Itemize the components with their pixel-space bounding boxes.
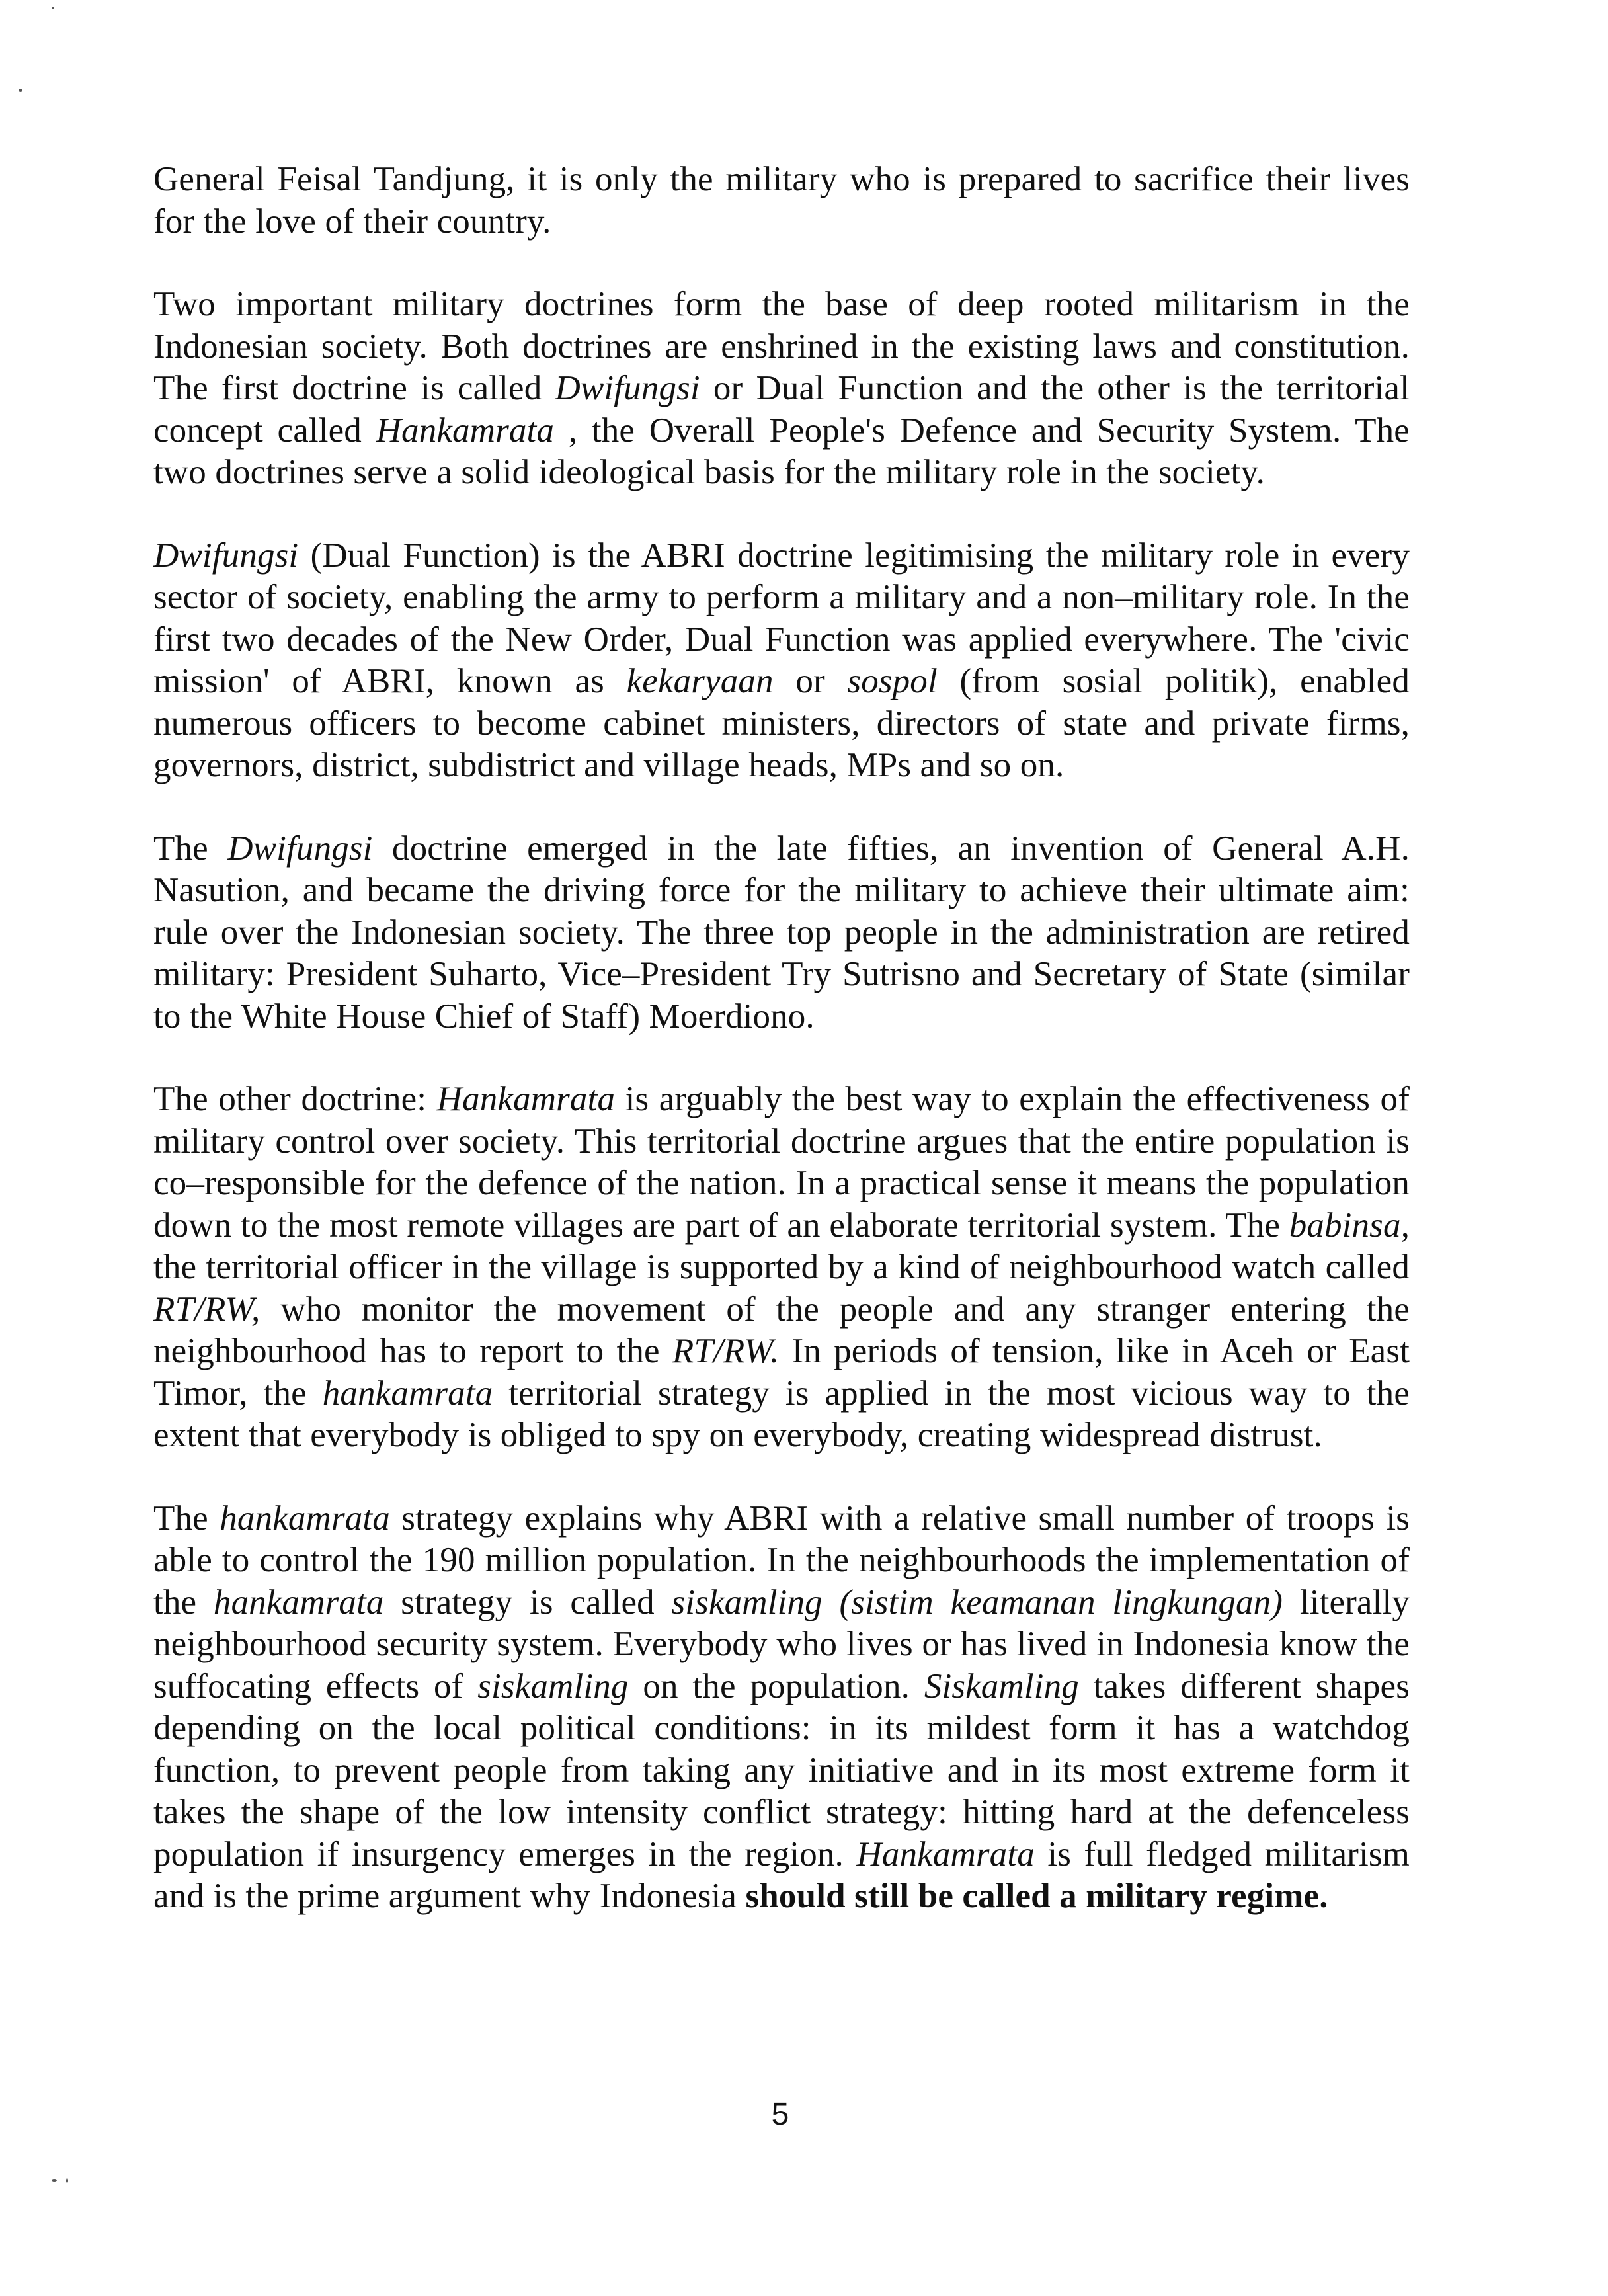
text-run: , the Overall People's Defence and Security System. The two doctrines serve a solid ideological basis for the military role in the society. <box>153 411 1410 491</box>
text-run: is full fledged militarism and is the prime argument why Indonesia <box>153 1834 1410 1915</box>
document-page <box>153 159 1410 1959</box>
paragraph-1 <box>153 159 1410 243</box>
paragraph-4 <box>153 828 1410 1038</box>
text-run: the territorial officer in the village is supported by a kind of neighbourhood watch called <box>153 1248 1410 1286</box>
text-run: The other doctrine: <box>153 1080 437 1118</box>
italic-term: Hankamrata <box>376 411 555 450</box>
paragraph-5 <box>153 1079 1410 1457</box>
text-run: (from sosial politik), enabled numerous officers to become cabinet ministers, directors of state and private firms, governors, district, subdistrict and village heads, MPs and so on. <box>153 662 1410 784</box>
text-run: Two important military doctrines form the base of deep rooted militarism in the Indonesian society. Both doctrines are enshrined in the existing laws and constitution. The first doctrine is called <box>153 285 1410 407</box>
text-run: The <box>153 829 228 868</box>
italic-term: RT/RW. <box>672 1332 780 1370</box>
italic-term: Hankamrata <box>436 1080 616 1118</box>
text-run: on the population. <box>628 1666 924 1705</box>
italic-term: Dwifungsi <box>555 369 700 407</box>
paragraph-6 <box>153 1498 1410 1918</box>
text-run: strategy explains why ABRI with a relative small number of troops is able to control the 190 million population. In the neighbourhoods the implementation of the <box>153 1498 1410 1621</box>
scan-speck <box>52 2179 57 2182</box>
text-run: doctrine emerged in the late fifties, an invention of General A.H. Nasution, and became the driving force for the military to achieve their ultimate aim: rule over the Indonesian society. The three top people in the administration are retired military: President Suharto, Vice–President Try Sutrisno and Secretary of State (similar to the White House Chief of Staff) Moerdiono. <box>153 829 1410 1036</box>
italic-term: Dwifungsi <box>153 536 299 575</box>
text-run: who monitor the movement of the people and any stranger entering the neighbourhood has to report to the <box>153 1290 1410 1370</box>
italic-term: Hankamrata <box>856 1834 1035 1873</box>
italic-term: kekaryaan <box>626 662 774 700</box>
text-run: is arguably the best way to explain the effectiveness of military control over society. This territorial doctrine argues that the entire population is co–responsible for the defence of the nation. In a practical sense it means the population down to the most remote villages are part of an elaborate territorial system. The <box>153 1080 1410 1245</box>
italic-term: Siskamling <box>924 1666 1079 1705</box>
italic-term: hankamrata <box>213 1582 384 1621</box>
text-run: (Dual Function) is the ABRI doctrine legitimising the military role in every sector of society, enabling the army to perform a military and a non–military role. In the first two decades of the New Order, Dual Function was applied everywhere. The 'civic mission' of ABRI, known as <box>153 536 1410 700</box>
italic-term: babinsa, <box>1289 1206 1410 1245</box>
text-run: literally neighbourhood security system. Everybody who lives or has lived in Indonesia know the suffocating effects of <box>153 1582 1410 1705</box>
text-run: or Dual Function and the other is the territorial concept called <box>153 369 1410 450</box>
scan-speck <box>19 89 22 92</box>
text-run: In periods of tension, like in Aceh or East Timor, the <box>153 1332 1410 1413</box>
paragraph-2 <box>153 284 1410 494</box>
italic-term: hankamrata <box>322 1374 493 1413</box>
italic-term: hankamrata <box>220 1498 390 1538</box>
scan-speck <box>66 2178 68 2183</box>
text-run: strategy is called <box>383 1582 672 1621</box>
italic-term: sospol <box>847 662 938 700</box>
bold-emphasis: should still be called a military regime. <box>745 1877 1328 1915</box>
italic-term: Dwifungsi <box>227 829 373 868</box>
page-number: 5 <box>771 2097 789 2132</box>
text-run: takes different shapes depending on the local political conditions: in its mildest form it has a watchdog function, to prevent people from taking any initiative and in its most extreme form it takes the shape of the low intensity conflict strategy: hitting hard at the defenceless population if insurgency emerges in the region. <box>153 1666 1410 1873</box>
scan-speck <box>52 7 54 9</box>
text-run: The <box>153 1498 220 1538</box>
text-run: territorial strategy is applied in the most vicious way to the extent that everybody is obliged to spy on everybody, creating widespread distrust. <box>153 1374 1410 1454</box>
italic-term: siskamling (sistim keamanan lingkungan) <box>671 1582 1283 1621</box>
text-run: General Feisal Tandjung, it is only the military who is prepared to sacrifice their lives for the love of their country. <box>153 160 1410 241</box>
italic-term: siskamling <box>477 1666 629 1705</box>
italic-term: RT/RW, <box>153 1290 261 1329</box>
text-run: or <box>773 662 848 700</box>
paragraph-3 <box>153 535 1410 787</box>
